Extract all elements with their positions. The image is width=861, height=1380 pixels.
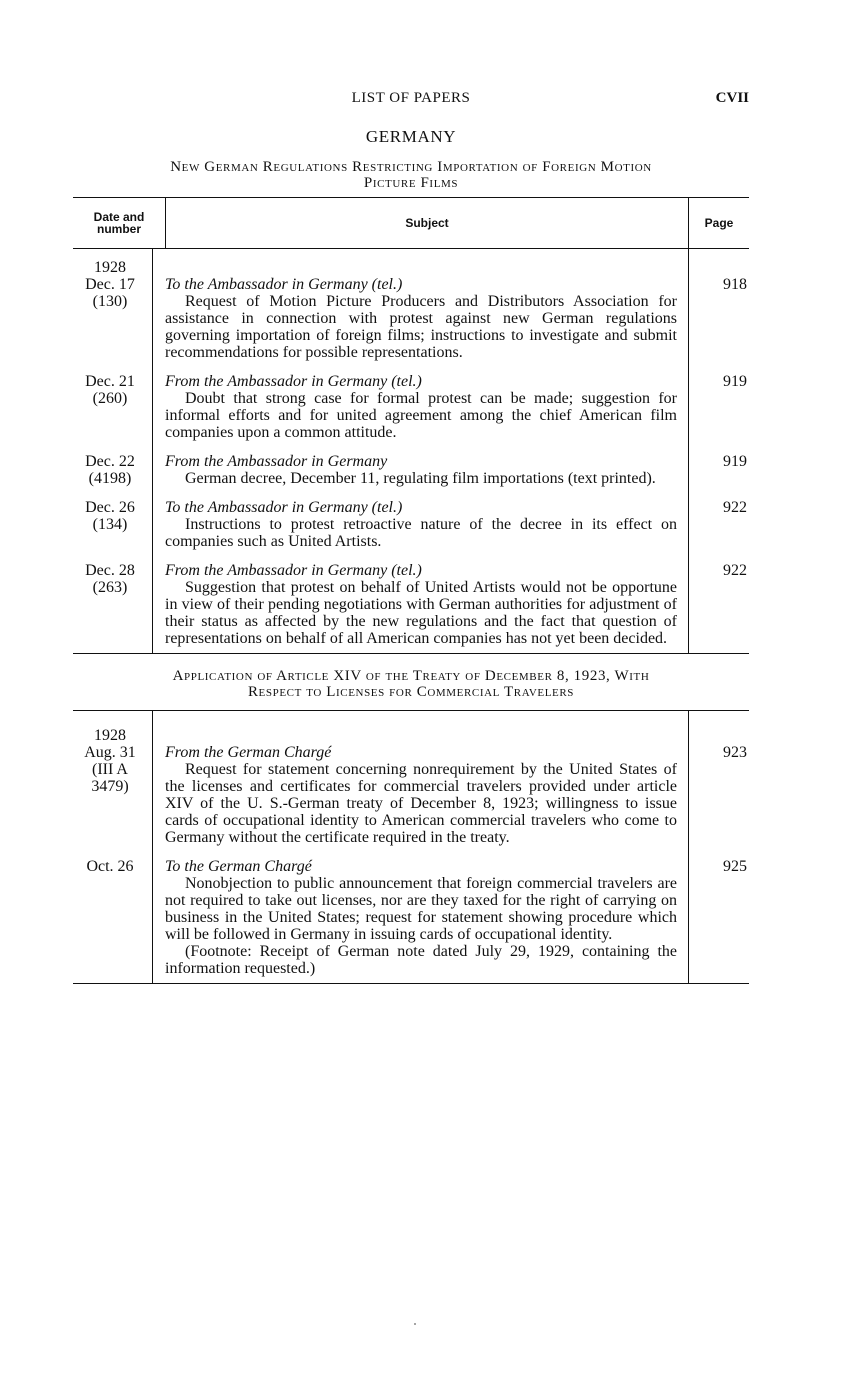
entry-number: (4198) [88, 470, 132, 487]
list-item [73, 276, 749, 361]
entry-year: 1928 [94, 259, 126, 276]
entry-subject [153, 562, 689, 647]
column-header-page: Page [704, 216, 734, 230]
entry-addressee: To the Ambassador in Germany (tel.) [165, 499, 403, 516]
entry-number: (III A 3479) [91, 761, 129, 795]
entry-addressee: To the Ambassador in Germany (tel.) [165, 276, 403, 293]
page-number: CVII [715, 90, 749, 106]
entry-page: 919 [723, 453, 747, 470]
entry-subject [153, 276, 689, 361]
list-item [73, 858, 749, 977]
entry-page: 923 [723, 744, 747, 761]
entry-addressee: From the German Chargé [165, 744, 332, 761]
entry-subject [153, 373, 689, 441]
entry-addressee: From the Ambassador in Germany [165, 453, 388, 470]
document-page [73, 86, 749, 984]
entry-date [73, 453, 153, 487]
section-1-entries [73, 249, 749, 654]
country-heading: GERMANY [365, 127, 457, 146]
entry-date-text: Dec. 26 [85, 499, 135, 516]
section-heading-1-line1: New German Regulations Restricting Importation of Foreign Motion [170, 159, 652, 175]
entry-date-text: Oct. 26 [86, 858, 134, 875]
entry-year: 1928 [94, 727, 126, 744]
column-header-subject: Subject [166, 198, 689, 248]
entry-date [73, 858, 153, 977]
column-header-date: Date and number [73, 198, 166, 248]
section-heading-1-line2: Picture Films [363, 175, 459, 191]
section-heading-2 [73, 668, 749, 700]
list-item [73, 562, 749, 647]
entry-page: 922 [723, 562, 747, 579]
entry-date [73, 744, 153, 846]
running-title: LIST OF PAPERS [351, 90, 471, 106]
section-heading-2-line2: Respect to Licenses for Commercial Travelers [247, 684, 575, 700]
list-item [73, 744, 749, 846]
entry-date [73, 276, 153, 361]
entry-summary: Request of Motion Picture Producers and Distributors Association for assistance in connection with protest against new German regulations governing importation of foreign films; instructions to investigate and submit recommendations for possible representations. [165, 293, 677, 361]
entry-footnote: (Footnote: Receipt of German note dated July 29, 1929, containing the information requested.) [165, 943, 677, 977]
entry-number: (134) [92, 516, 128, 533]
entry-summary: Nonobjection to public announcement that foreign commercial travelers are not required to take out licenses, nor are they taxed for the right of carrying on business in the United States; request for statement showing procedure which will be followed in Germany in issuing cards of occupational identity. [165, 875, 677, 943]
list-item [73, 259, 749, 276]
entry-summary: German decree, December 11, regulating film importations (text printed). [185, 470, 656, 487]
entry-addressee: From the Ambassador in Germany (tel.) [165, 373, 422, 390]
entry-number: (263) [92, 579, 128, 596]
entry-summary: Request for statement concerning nonrequirement by the United States of the licenses and certificates for commercial travelers provided under article XIV of the U. S.-German treaty of December 8, 1923; willingness to issue cards of occupational identity to American commercial travelers who come to Germany without the certificate required in the treaty. [165, 761, 677, 846]
entry-date-text: Dec. 28 [85, 562, 135, 579]
entry-date-text: Dec. 22 [85, 453, 135, 470]
entry-subject [153, 453, 689, 487]
entry-subject [153, 858, 689, 977]
column-headers [73, 197, 749, 249]
entry-page: 918 [723, 276, 747, 293]
entry-summary: Suggestion that protest on behalf of United Artists would not be opportune in view of their pending negotiations with German authorities for adjustment of their status as affected by the new regulations and the fact that question of representations on behalf of all American companies has not yet been decided. [165, 579, 677, 647]
entry-summary: Doubt that strong case for formal protest can be made; suggestion for informal efforts and for united agreement among the chief American film companies upon a common attitude. [165, 390, 677, 441]
entry-number: (260) [92, 390, 128, 407]
entry-number: (130) [92, 293, 128, 310]
entry-subject [153, 744, 689, 846]
section-heading-2-line1: Application of Article XIV of the Treaty of December 8, 1923, With [172, 668, 650, 684]
list-item [73, 453, 749, 487]
section-heading-1 [73, 159, 749, 191]
running-head [73, 86, 749, 108]
list-item [73, 727, 749, 744]
entry-date [73, 562, 153, 647]
entry-subject [153, 499, 689, 550]
entry-summary: Instructions to protest retroactive nature of the decree in its effect on companies such as United Artists. [165, 516, 677, 550]
entry-date [73, 373, 153, 441]
entry-date-text: Dec. 21 [85, 373, 135, 390]
entry-page: 922 [723, 499, 747, 516]
entry-addressee: From the Ambassador in Germany (tel.) [165, 562, 422, 579]
entry-addressee: To the German Chargé [165, 858, 312, 875]
entry-date [73, 499, 153, 550]
entry-page: 919 [723, 373, 747, 390]
list-item [73, 499, 749, 550]
entry-date-text: Aug. 31 [84, 744, 136, 761]
entry-page: 925 [723, 858, 747, 875]
print-speck [414, 1323, 416, 1325]
section-2-entries [73, 711, 749, 984]
entry-date-text: Dec. 17 [85, 276, 135, 293]
list-item [73, 373, 749, 441]
